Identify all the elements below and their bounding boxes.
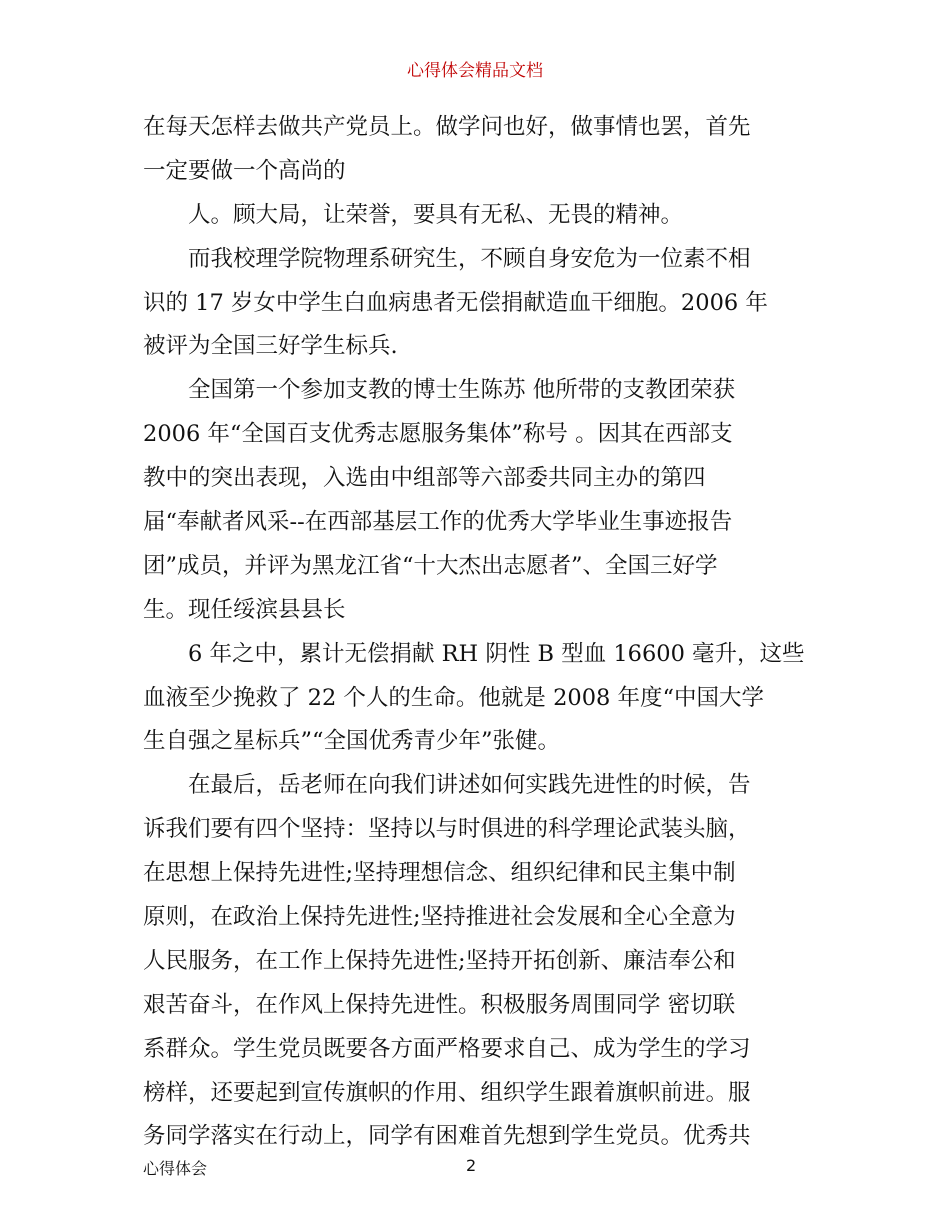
page-number: 2 bbox=[466, 1156, 477, 1175]
text-line: 届“奉献者风采--在西部基层工作的优秀大学毕业生事迹报告 bbox=[143, 509, 733, 536]
text-line: 务同学落实在行动上，同学有困难首先想到学生党员。优秀共 bbox=[143, 1123, 751, 1150]
text-line: 艰苦奋斗，在作风上保持先进性。积极服务周围同学 密切联 bbox=[143, 991, 736, 1018]
text-line: 生。现任绥滨县县长 bbox=[143, 596, 346, 623]
text-line: 教中的突出表现，入选由中组部等六部委共同主办的第四 bbox=[143, 465, 706, 492]
text-line: 被评为全国三好学生标兵. bbox=[143, 333, 398, 360]
text-line: 2006 年“全国百支优秀志愿服务集体”称号 。因其在西部支 bbox=[143, 421, 733, 448]
text-line: 榜样，还要起到宣传旗帜的作用、组织学生跟着旗帜前进。服 bbox=[143, 1079, 751, 1106]
text-line: 6 年之中，累计无偿捐献 RH 阴性 B 型血 16600 毫升，这些 bbox=[188, 640, 805, 667]
document-body bbox=[143, 106, 815, 1159]
text-line: 在最后，岳老师在向我们讲述如何实践先进性的时候，告 bbox=[188, 772, 751, 799]
text-line: 生自强之星标兵”“全国优秀青少年”张健。 bbox=[143, 728, 561, 755]
text-line: 在思想上保持先进性;坚持理想信念、组织纪律和民主集中制 bbox=[143, 860, 736, 887]
text-line: 人民服务，在工作上保持先进性;坚持开拓创新、廉洁奉公和 bbox=[143, 947, 736, 974]
text-line: 全国第一个参加支教的博士生陈苏 他所带的支教团荣获 bbox=[188, 377, 736, 404]
text-line: 识的 17 岁女中学生白血病患者无偿捐献造血干细胞。2006 年 bbox=[143, 289, 768, 316]
text-line: 团”成员，并评为黑龙江省“十大杰出志愿者”、全国三好学 bbox=[143, 552, 718, 579]
footer-label: 心得体会 bbox=[143, 1159, 208, 1178]
text-line: 血液至少挽救了 22 个人的生命。他就是 2008 年度“中国大学 bbox=[143, 684, 765, 711]
text-line: 一定要做一个高尚的 bbox=[143, 157, 346, 184]
text-line: 而我校理学院物理系研究生，不顾自身安危为一位素不相 bbox=[188, 245, 751, 272]
text-line: 系群众。学生党员既要各方面严格要求自己、成为学生的学习 bbox=[143, 1035, 751, 1062]
text-line: 人。顾大局，让荣誉，要具有无私、无畏的精神。 bbox=[188, 201, 684, 228]
text-line: 诉我们要有四个坚持：坚持以与时俱进的科学理论武装头脑， bbox=[143, 816, 751, 843]
page-header-title: 心得体会精品文档 bbox=[407, 61, 543, 81]
text-line: 在每天怎样去做共产党员上。做学问也好，做事情也罢，首先 bbox=[143, 114, 751, 140]
text-line: 原则，在政治上保持先进性;坚持推进社会发展和全心全意为 bbox=[143, 904, 736, 931]
